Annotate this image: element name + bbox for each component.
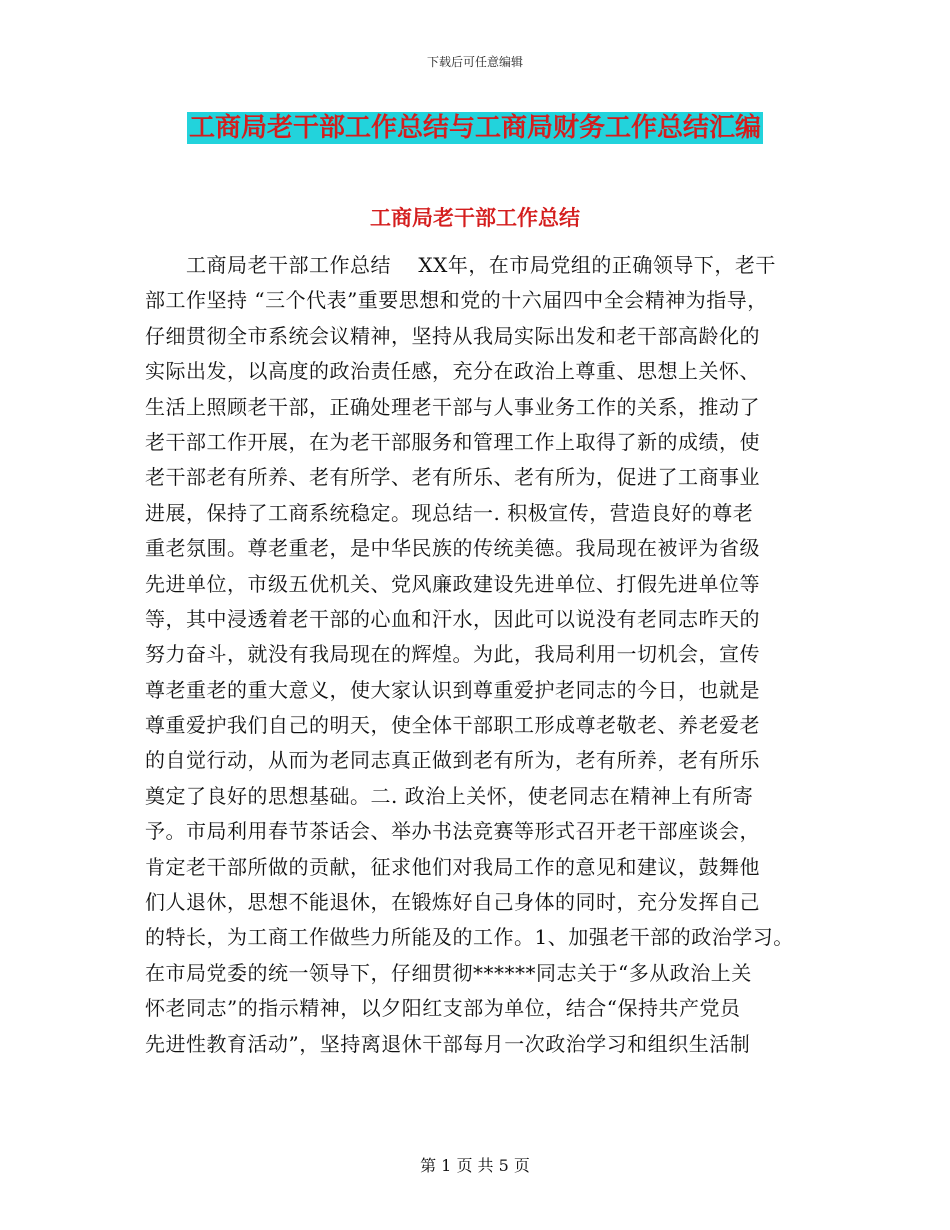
body-line: 怀老同志”的指示精神，以夕阳红支部为单位，结合“保持共产党员 [145, 996, 741, 1021]
header-note: 下载后可任意编辑 [426, 55, 523, 69]
body-line: 实际出发，以高度的政治责任感，充分在政治上尊重、思想上关怀、 [145, 359, 760, 384]
body-line: 等，其中浸透着老干部的心血和汗水，因此可以说没有老同志昨天的 [145, 606, 760, 631]
body-line: 们人退休，思想不能退休，在锻炼好自己身体的同时，充分发挥自己 [145, 890, 760, 915]
body-line: 在市局党委的统一领导下，仔细贯彻******同志关于“多从政治上关 [145, 960, 752, 985]
body-line: 部工作坚持 “三个代表”重要思想和党的十六届四中全会精神为指导， [145, 288, 768, 313]
body-line: 奠定了良好的思想基础。二. 政治上关怀，使老同志在精神上有所寄 [145, 783, 754, 808]
body-line: 尊重爱护我们自己的明天，使全体干部职工形成尊老敬老、养老爱老 [145, 713, 760, 738]
section-title: 工商局老干部工作总结 [370, 205, 580, 230]
body-text [145, 248, 825, 1062]
document-title-container [0, 112, 950, 144]
body-line: 生活上照顾老干部，正确处理老干部与人事业务工作的关系，推动了 [145, 394, 760, 419]
body-line: 重老氛围。尊老重老，是中华民族的传统美德。我局现在被评为省级 [145, 536, 760, 561]
body-line: 老干部工作开展，在为老干部服务和管理工作上取得了新的成绩，使 [145, 429, 760, 454]
page-footer: 第 1 页 共 5 页 [420, 1156, 530, 1175]
body-line: 予。市局利用春节茶话会、举办书法竞赛等形式召开老干部座谈会， [145, 819, 760, 844]
body-line: 肯定老干部所做的贡献，征求他们对我局工作的意见和建议，鼓舞他 [145, 854, 760, 879]
body-line: 仔细贯彻全市系统会议精神，坚持从我局实际出发和老干部高龄化的 [145, 323, 760, 348]
body-line: 先进性教育活动”，坚持离退休干部每月一次政治学习和组织生活制 [145, 1031, 751, 1056]
body-line: 尊老重老的重大意义，使大家认识到尊重爱护老同志的今日，也就是 [145, 677, 760, 702]
body-line: 的自觉行动，从而为老同志真正做到老有所为，老有所养，老有所乐 [145, 748, 760, 773]
body-line: 先进单位，市级五优机关、党风廉政建设先进单位、打假先进单位等 [145, 571, 760, 596]
document-title: 工商局老干部工作总结与工商局财务工作总结汇编 [188, 113, 761, 143]
body-line: 的特长，为工商工作做些力所能及的工作。1、加强老干部的政治学习。 [145, 925, 794, 950]
body-line: 进展，保持了工商系统稳定。现总结一. 积极宣传，营造良好的尊老 [145, 500, 754, 525]
body-line: 工商局老干部工作总结 XX年，在市局党组的正确领导下，老干 [145, 253, 776, 277]
body-line: 努力奋斗，就没有我局现在的辉煌。为此，我局利用一切机会，宣传 [145, 642, 760, 667]
body-line: 老干部老有所养、老有所学、老有所乐、老有所为，促进了工商事业 [145, 465, 760, 490]
